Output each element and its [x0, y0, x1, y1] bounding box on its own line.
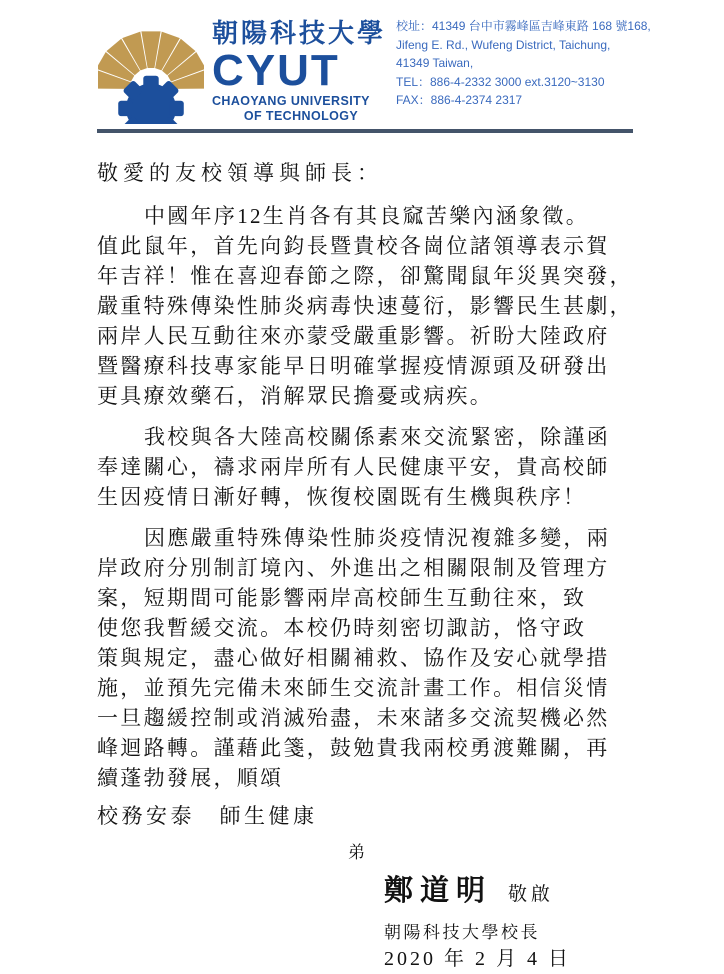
- university-acronym: CYUT: [212, 46, 340, 95]
- body-line: 兩岸人民互動往來亦蒙受嚴重影響。祈盼大陸政府: [97, 324, 610, 348]
- contact-line-tel: TEL：886-4-2332 3000 ext.3120~3130: [396, 74, 605, 89]
- signer-name: 鄭道明: [384, 875, 493, 907]
- body-line: 岸政府分別制訂境內、外進出之相關限制及管理方: [97, 556, 610, 580]
- body-line: 峰迴路轉。謹藉此箋，鼓勉貴我兩校勇渡難關，再: [97, 736, 610, 760]
- closing-wish: 校務安泰 師生健康: [97, 804, 318, 828]
- contact-info: [396, 17, 686, 110]
- university-name-block: [212, 18, 394, 124]
- letter-body: [97, 158, 637, 831]
- body-line: 奉達關心，禱求兩岸所有人民健康平安，貴高校師: [97, 455, 610, 479]
- paragraph: [97, 422, 637, 512]
- body-line: 更具療效藥石，消解眾民擔憂或病疾。: [97, 384, 494, 408]
- contact-line-address-zh: 校址：41349 台中市霧峰區吉峰東路 168 號168,: [396, 19, 651, 33]
- university-name-en-line2: OF TECHNOLOGY: [243, 109, 359, 123]
- body-line: 我校與各大陸高校關係素來交流緊密，除謹函: [144, 425, 610, 449]
- paragraph: [97, 201, 637, 411]
- letterhead: [0, 0, 724, 140]
- body-line: 嚴重特殊傳染性肺炎病毒快速蔓衍，影響民生甚劇，: [97, 294, 633, 318]
- contact-line-fax: FAX：886-4-2374 2317: [396, 93, 523, 108]
- contact-line-address-en2: 41349 Taiwan,: [396, 56, 474, 71]
- body-line: 中國年序12生肖各有其良窳苦樂內涵象徵。: [144, 204, 589, 228]
- header-divider: [97, 129, 633, 133]
- body-line: 一旦趨緩控制或消滅殆盡，未來諸多交流契機必然: [97, 706, 610, 730]
- respectful-closing: 敬啟: [508, 884, 555, 905]
- self-reference: 弟: [348, 843, 365, 862]
- body-line: 策與規定，盡心做好相關補救、協作及安心就學措: [97, 646, 610, 670]
- signer-title: 朝陽科技大學校長: [384, 923, 540, 942]
- salutation: 敬愛的友校領導與師長：: [97, 161, 383, 185]
- university-name-en-line1: CHAOYANG UNIVERSITY: [212, 94, 370, 108]
- body-line: 年吉祥！惟在喜迎春節之際，卻驚聞鼠年災異突發，: [97, 264, 633, 288]
- university-name-zh: 朝陽科技大學: [212, 18, 387, 48]
- body-line: 因應嚴重特殊傳染性肺炎疫情況複雜多變，兩: [144, 526, 610, 550]
- paragraphs: [97, 201, 637, 793]
- paragraph: [97, 523, 637, 793]
- university-logo: [98, 12, 204, 124]
- contact-line-address-en1: Jifeng E. Rd., Wufeng District, Taichung,: [396, 37, 611, 52]
- body-line: 施，並預先完備未來師生交流計畫工作。相信災情: [97, 676, 610, 700]
- body-line: 暨醫療科技專家能早日明確掌握疫情源頭及研發出: [97, 354, 610, 378]
- body-line: 使您我暫緩交流。本校仍時刻密切諏訪，恪守政: [97, 616, 587, 640]
- body-line: 續蓬勃發展，順頌: [97, 766, 284, 790]
- letter-date: 2020 年 2 月 4 日: [384, 948, 571, 970]
- body-line: 案，短期間可能影響兩岸高校師生互動往來，致: [97, 586, 587, 610]
- signature-block: [384, 868, 554, 909]
- body-line: 值此鼠年，首先向鈞長暨貴校各崗位諸領導表示賀: [97, 234, 610, 258]
- body-line: 生因疫情日漸好轉，恢復校園既有生機與秩序！: [97, 485, 587, 509]
